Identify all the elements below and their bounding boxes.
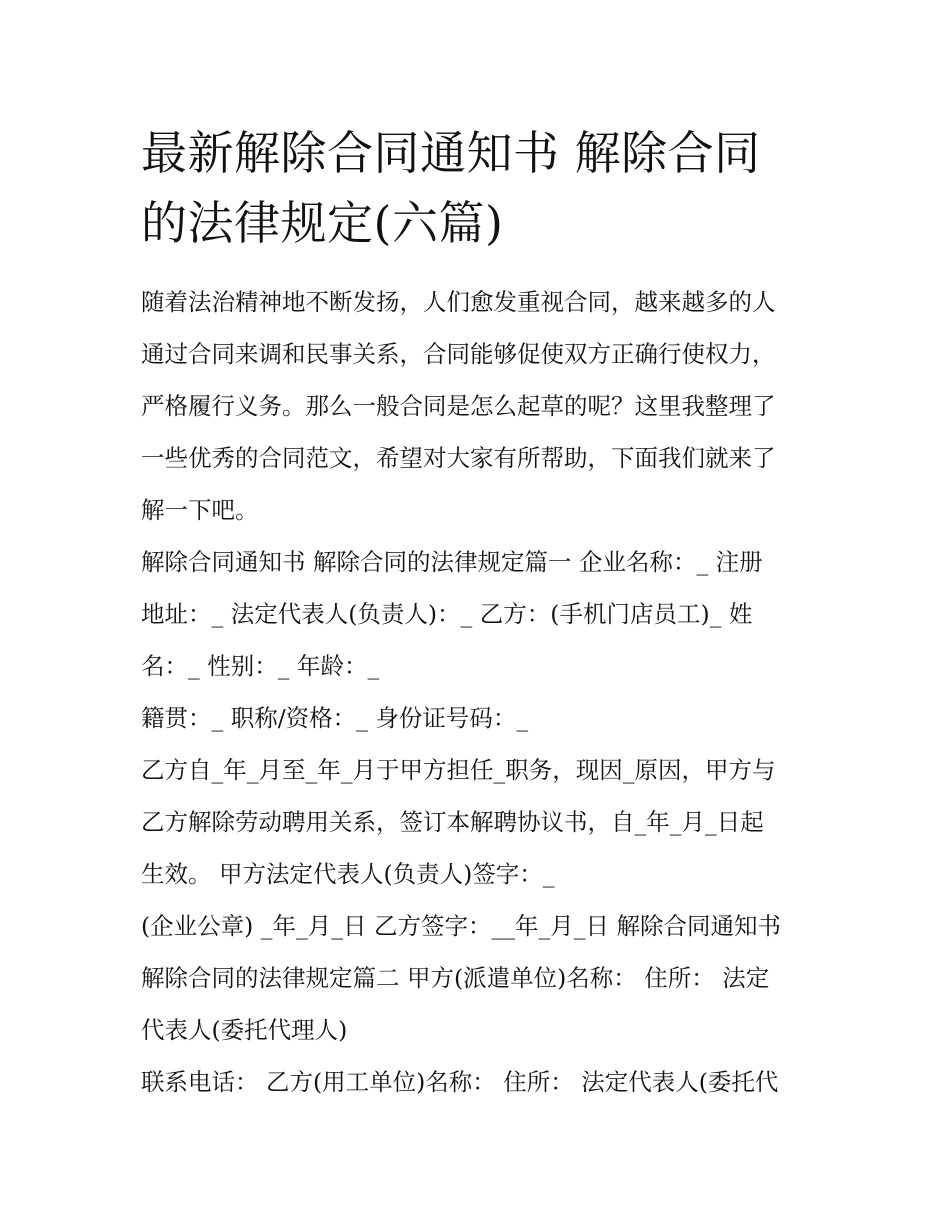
- text-line: 联系电话： 乙方(用工单位)名称： 住所： 法定代表人(委托代: [141, 1068, 779, 1096]
- document-title: [141, 118, 816, 258]
- title-line: 的法律规定(六篇): [141, 196, 504, 250]
- document-content: [141, 118, 816, 1108]
- text-line: 解除合同的法律规定篇二 甲方(派遣单位)名称： 住所： 法定: [141, 964, 770, 992]
- document-body: [141, 276, 816, 1108]
- text-line: 随着法治精神地不断发扬，人们愈发重视合同，越来越多的人: [141, 288, 776, 316]
- text-line: (企业公章) _年_月_日 乙方签字：__年_月_日 解除合同通知书: [141, 912, 781, 940]
- title-line: 最新解除合同通知书 解除合同: [141, 126, 761, 180]
- text-line: 代表人(委托代理人): [141, 1016, 348, 1044]
- text-line: 解除合同通知书 解除合同的法律规定篇一 企业名称：_ 注册: [141, 548, 763, 576]
- text-line: 生效。 甲方法定代表人(负责人)签字：_: [141, 860, 555, 888]
- text-line: 通过合同来调和民事关系，合同能够促使双方正确行使权力，: [141, 340, 776, 368]
- text-line: 乙方自_年_月至_年_月于甲方担任_职务，现因_原因，甲方与: [141, 756, 776, 784]
- text-line: 严格履行义务。那么一般合同是怎么起草的呢？这里我整理了: [141, 392, 776, 420]
- text-line: 名：_ 性别：_ 年龄：_: [141, 652, 380, 680]
- text-line: 一些优秀的合同范文，希望对大家有所帮助，下面我们就来了: [141, 444, 776, 472]
- text-line: 地址：_ 法定代表人(负责人)：_ 乙方：(手机门店员工)_ 姓: [141, 600, 753, 628]
- text-line: 乙方解除劳动聘用关系，签订本解聘协议书，自_年_月_日起: [141, 808, 764, 836]
- text-line: 解一下吧。: [141, 496, 259, 524]
- text-line: 籍贯：_ 职称/资格：_ 身份证号码：_: [141, 704, 529, 732]
